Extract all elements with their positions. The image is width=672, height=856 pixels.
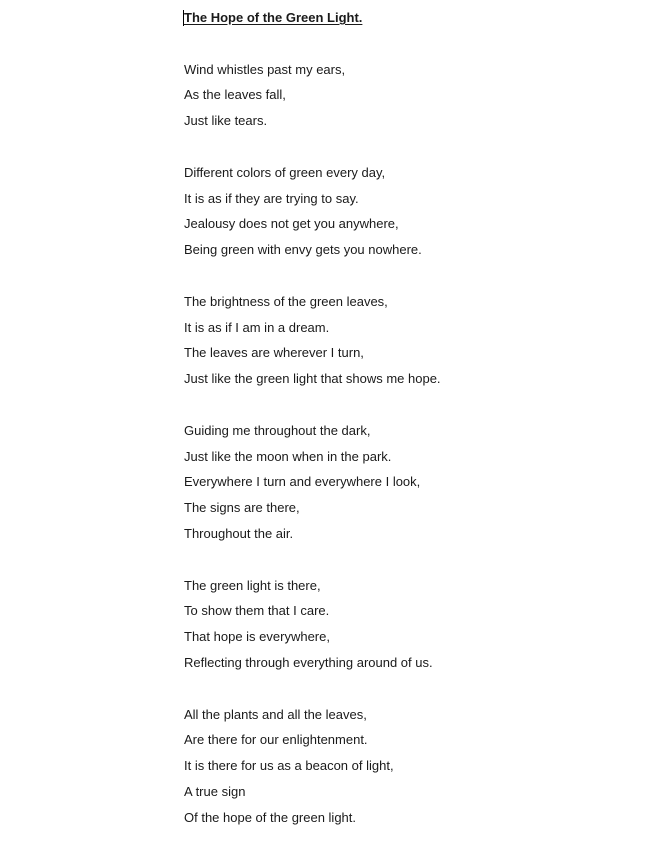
stanza-1 (184, 57, 644, 134)
poem-line[interactable]: The leaves are wherever I turn, (184, 345, 364, 361)
poem-line[interactable]: It is as if I am in a dream. (184, 319, 330, 335)
poem-line[interactable]: Just like the moon when in the park. (184, 448, 392, 464)
blank-line (184, 31, 644, 57)
stanza-2 (184, 160, 644, 263)
poem-line[interactable]: It is as if they are trying to say. (184, 190, 359, 206)
poem-line[interactable]: A true sign (184, 783, 246, 799)
poem-line[interactable]: The green light is there, (184, 577, 321, 593)
poem-line[interactable]: Wind whistles past my ears, (184, 61, 346, 77)
poem-line[interactable]: The brightness of the green leaves, (184, 293, 388, 309)
title-row (184, 5, 644, 31)
poem-line[interactable]: Reflecting through everything around of us. (184, 654, 433, 670)
poem-line[interactable]: Jealousy does not get you anywhere, (184, 216, 399, 232)
poem-line[interactable]: To show them that I care. (184, 603, 330, 619)
stanza-6 (184, 702, 644, 831)
poem-line[interactable]: Guiding me throughout the dark, (184, 422, 371, 438)
poem-line[interactable]: Different colors of green every day, (184, 164, 386, 180)
poem-line[interactable]: Everywhere I turn and everywhere I look, (184, 474, 421, 490)
stanza-3 (184, 289, 644, 392)
stanza-4 (184, 418, 644, 547)
poem-line[interactable]: It is there for us as a beacon of light, (184, 758, 394, 774)
poem-line[interactable]: Just like the green light that shows me hope. (184, 371, 441, 387)
document-body[interactable] (184, 5, 644, 856)
poem-line[interactable]: Are there for our enlightenment. (184, 732, 368, 748)
poem-line[interactable]: Just like tears. (184, 113, 268, 129)
poem-line[interactable]: All the plants and all the leaves, (184, 706, 367, 722)
poem-line[interactable]: Of the hope of the green light. (184, 809, 357, 825)
poem-line[interactable]: That hope is everywhere, (184, 629, 330, 645)
poem-line[interactable]: Throughout the air. (184, 525, 294, 541)
poem-line[interactable]: Being green with envy gets you nowhere. (184, 242, 422, 258)
poem-line[interactable]: The signs are there, (184, 500, 300, 516)
text-cursor (183, 10, 184, 26)
poem-line[interactable]: As the leaves fall, (184, 87, 286, 103)
poem-title[interactable]: The Hope of the Green Light. (184, 10, 363, 25)
stanza-5 (184, 573, 644, 676)
